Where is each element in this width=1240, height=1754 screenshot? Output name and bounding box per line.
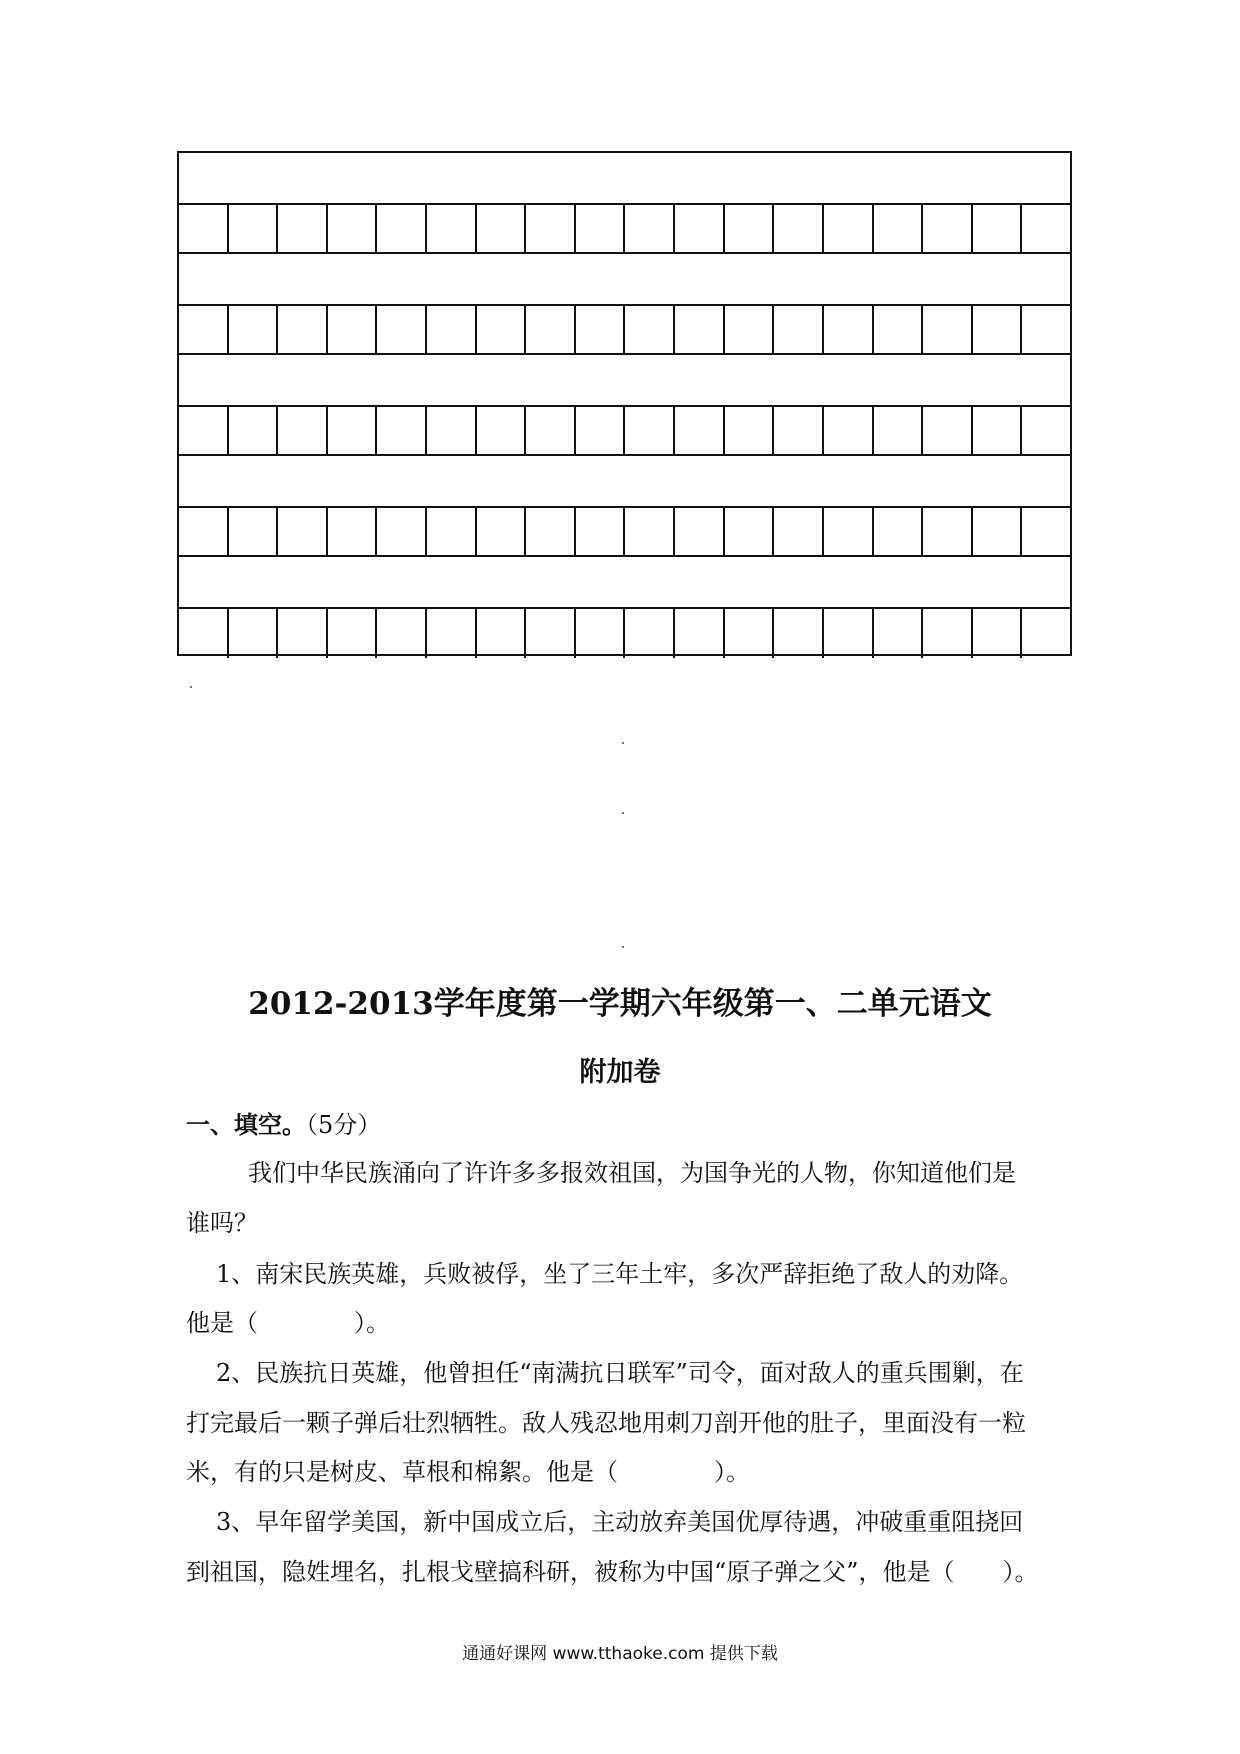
grid-cell [872, 609, 922, 658]
grid-cell [524, 508, 574, 555]
grid-cell [673, 407, 723, 454]
page-footer: 通通好课网 www.tthaoke.com 提供下载 [462, 1644, 778, 1664]
scan-dot [622, 742, 624, 744]
grid-cell [375, 508, 425, 555]
grid-cell [227, 508, 277, 555]
grid-cell [227, 609, 277, 658]
grid-cell [772, 407, 822, 454]
grid-cell [227, 407, 277, 454]
grid-cell [673, 205, 723, 252]
grid-cell [723, 306, 773, 353]
grid-cell [921, 205, 971, 252]
grid-cell [921, 609, 971, 658]
grid-cell [723, 609, 773, 658]
grid-cell [971, 205, 1021, 252]
grid-cell [772, 205, 822, 252]
question-3: 3、早年留学美国，新中国成立后，主动放弃美国优厚待遇，冲破重重阻挠回 [216, 1508, 1024, 1536]
grid-cell [574, 407, 624, 454]
grid-cell [772, 609, 822, 658]
question-2-text: 打完最后一颗子弹后壮烈牺牲。敌人残忍地用刺刀剖开他的肚子，里面没有一粒 [186, 1409, 1026, 1437]
grid-cell [425, 407, 475, 454]
question-2: 2、民族抗日英雄，他曾担任“南满抗日联军”司令，面对敌人的重兵围剿，在 [216, 1359, 1024, 1387]
grid-cell [179, 407, 227, 454]
grid-cell [227, 306, 277, 353]
grid-cell [227, 205, 277, 252]
grid-blank-band [179, 254, 1070, 304]
question-3-answer: 到祖国，隐姓埋名，扎根戈壁搞科研，被称为中国“原子弹之父”，他是（ ）。 [186, 1558, 1039, 1586]
grid-cell [872, 205, 922, 252]
grid-cell [822, 205, 872, 252]
grid-cell [971, 508, 1021, 555]
section-heading-label: 一、填空。 [186, 1110, 306, 1139]
grid-cell [623, 205, 673, 252]
grid-cell [475, 306, 525, 353]
grid-cell [425, 609, 475, 658]
page-subtitle: 附加卷 [579, 1057, 661, 1088]
grid-cell [723, 508, 773, 555]
grid-cell [276, 306, 326, 353]
grid-cell [623, 609, 673, 658]
grid-cell [574, 306, 624, 353]
grid-cell-row [179, 203, 1070, 254]
grid-cell [425, 508, 475, 555]
grid-cell [1020, 407, 1070, 454]
grid-cell [326, 508, 376, 555]
grid-cell-row [179, 506, 1070, 557]
grid-cell [326, 407, 376, 454]
grid-cell [475, 407, 525, 454]
grid-cell [723, 407, 773, 454]
grid-cell [326, 609, 376, 658]
section-heading [186, 1108, 1066, 1142]
grid-cell [971, 407, 1021, 454]
grid-cell [475, 609, 525, 658]
grid-cell [375, 205, 425, 252]
grid-cell [822, 609, 872, 658]
grid-cell [574, 205, 624, 252]
grid-cell [623, 407, 673, 454]
grid-cell [179, 609, 227, 658]
grid-cell [524, 609, 574, 658]
grid-cell [375, 609, 425, 658]
grid-cell [772, 306, 822, 353]
grid-cell [425, 205, 475, 252]
grid-cell [425, 306, 475, 353]
grid-cell [375, 407, 425, 454]
grid-cell [822, 407, 872, 454]
grid-cell [1020, 306, 1070, 353]
question-1-answer: 他是（ ）。 [186, 1309, 390, 1337]
grid-cell [574, 609, 624, 658]
grid-cell-row [179, 304, 1070, 355]
page-title: 2012-2013学年度第一学期六年级第一、二单元语文 [248, 986, 992, 1022]
grid-cell [673, 306, 723, 353]
grid-cell [375, 306, 425, 353]
scan-dot [622, 946, 624, 948]
grid-cell [326, 205, 376, 252]
grid-cell [1020, 508, 1070, 555]
question-2-answer: 米，有的只是树皮、草根和棉絮。他是（ ）。 [186, 1458, 750, 1486]
grid-cell [971, 306, 1021, 353]
intro-text: 我们中华民族涌向了许许多多报效祖国，为国争光的人物，你知道他们是 [248, 1159, 1016, 1187]
grid-cell [723, 205, 773, 252]
grid-cell [921, 508, 971, 555]
grid-cell [179, 205, 227, 252]
grid-cell [276, 609, 326, 658]
grid-cell [475, 205, 525, 252]
grid-cell [872, 407, 922, 454]
section-score: （5分） [306, 1111, 382, 1139]
question-1: 1、南宋民族英雄，兵败被俘，坐了三年土牢，多次严辞拒绝了敌人的劝降。 [216, 1260, 1024, 1288]
intro-text: 谁吗？ [186, 1209, 258, 1237]
grid-cell [921, 407, 971, 454]
grid-cell [524, 205, 574, 252]
grid-blank-band [179, 355, 1070, 405]
grid-cell [1020, 609, 1070, 658]
grid-cell [921, 306, 971, 353]
grid-cell [524, 407, 574, 454]
grid-cell-row [179, 405, 1070, 456]
grid-cell [872, 306, 922, 353]
grid-cell [822, 508, 872, 555]
grid-cell [822, 306, 872, 353]
grid-blank-band [179, 153, 1070, 203]
grid-cell [475, 508, 525, 555]
grid-blank-band [179, 557, 1070, 607]
grid-cell [276, 407, 326, 454]
grid-cell [673, 508, 723, 555]
grid-cell [623, 508, 673, 555]
grid-cell [276, 508, 326, 555]
grid-cell [276, 205, 326, 252]
grid-cell [524, 306, 574, 353]
writing-grid [177, 151, 1072, 656]
scan-dot [622, 812, 624, 814]
grid-cell [872, 508, 922, 555]
grid-cell [179, 306, 227, 353]
grid-blank-band [179, 456, 1070, 506]
grid-cell [574, 508, 624, 555]
grid-cell [179, 508, 227, 555]
scan-dot [190, 686, 192, 688]
grid-cell [971, 609, 1021, 658]
grid-cell [326, 306, 376, 353]
grid-cell [673, 609, 723, 658]
grid-cell [623, 306, 673, 353]
grid-cell [1020, 205, 1070, 252]
grid-cell [772, 508, 822, 555]
grid-cell-row [179, 607, 1070, 658]
